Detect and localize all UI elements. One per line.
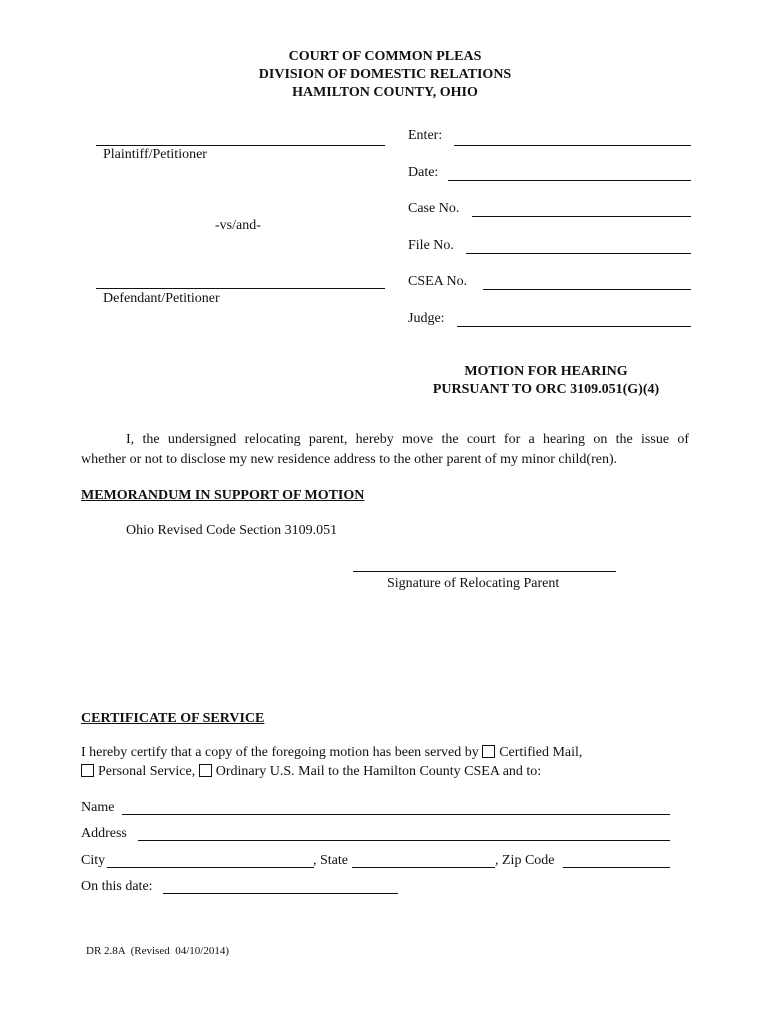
state-label: , State [313,853,348,868]
memorandum-heading: MEMORANDUM IN SUPPORT OF MOTION [81,488,365,503]
signature-line[interactable] [353,571,616,572]
zip-label: , Zip Code [495,853,555,868]
zip-field[interactable] [563,867,670,868]
address-label: Address [81,826,127,841]
service-date-field[interactable] [163,893,398,894]
certified-mail-checkbox[interactable] [482,745,495,758]
case-no-field[interactable] [472,216,691,217]
name-field[interactable] [122,814,670,815]
defendant-label: Defendant/Petitioner [103,291,220,306]
file-no-field[interactable] [466,253,691,254]
name-label: Name [81,800,115,815]
date-field[interactable] [448,180,691,181]
state-field[interactable] [352,867,495,868]
court-division: DIVISION OF DOMESTIC RELATIONS [258,67,512,82]
personal-service-checkbox[interactable] [81,764,94,777]
plaintiff-label: Plaintiff/Petitioner [103,147,207,162]
city-label: City [81,853,106,868]
signature-label: Signature of Relocating Parent [387,576,560,591]
form-id: DR 2.8A (Revised 04/10/2014) [86,945,229,957]
motion-title [400,363,692,399]
judge-label: Judge: [408,311,445,326]
motion-title-line1: MOTION FOR HEARING [464,364,628,379]
court-header [0,48,770,102]
vs-label: -vs/and- [215,218,261,233]
ordinary-mail-checkbox[interactable] [199,764,212,777]
date-label: Date: [408,165,439,180]
memorandum-text: Ohio Revised Code Section 3109.051 [126,523,338,538]
certified-mail-label: Certified Mail, [499,745,583,760]
ordinary-mail-label: Ordinary U.S. Mail to the Hamilton County CSEA and to: [215,764,542,779]
case-no-label: Case No. [408,201,460,216]
city-field[interactable] [107,867,314,868]
certificate-heading: CERTIFICATE OF SERVICE [81,711,265,726]
csea-no-label: CSEA No. [408,274,468,289]
file-no-label: File No. [408,238,454,253]
defendant-line[interactable] [96,288,385,289]
plaintiff-line[interactable] [96,145,385,146]
court-county: HAMILTON COUNTY, OHIO [292,85,478,100]
service-date-label: On this date: [81,879,153,894]
certificate-line1 [81,745,582,761]
motion-body-line2: whether or not to disclose my new residence address to the other parent of my minor child(ren). [81,452,618,467]
certificate-line2 [81,764,541,780]
court-name: COURT OF COMMON PLEAS [288,49,482,64]
judge-field[interactable] [457,326,691,327]
motion-title-line2: PURSUANT TO ORC 3109.051(G)(4) [432,382,660,397]
motion-body-line1: I, the undersigned relocating parent, hereby move the court for a hearing on the issue of [126,432,689,447]
csea-no-field[interactable] [483,289,691,290]
enter-field[interactable] [454,145,691,146]
enter-label: Enter: [408,128,443,143]
address-field[interactable] [138,840,670,841]
personal-service-label: Personal Service, [98,764,196,779]
certificate-intro-text: I hereby certify that a copy of the foregoing motion has been served by [81,745,479,760]
